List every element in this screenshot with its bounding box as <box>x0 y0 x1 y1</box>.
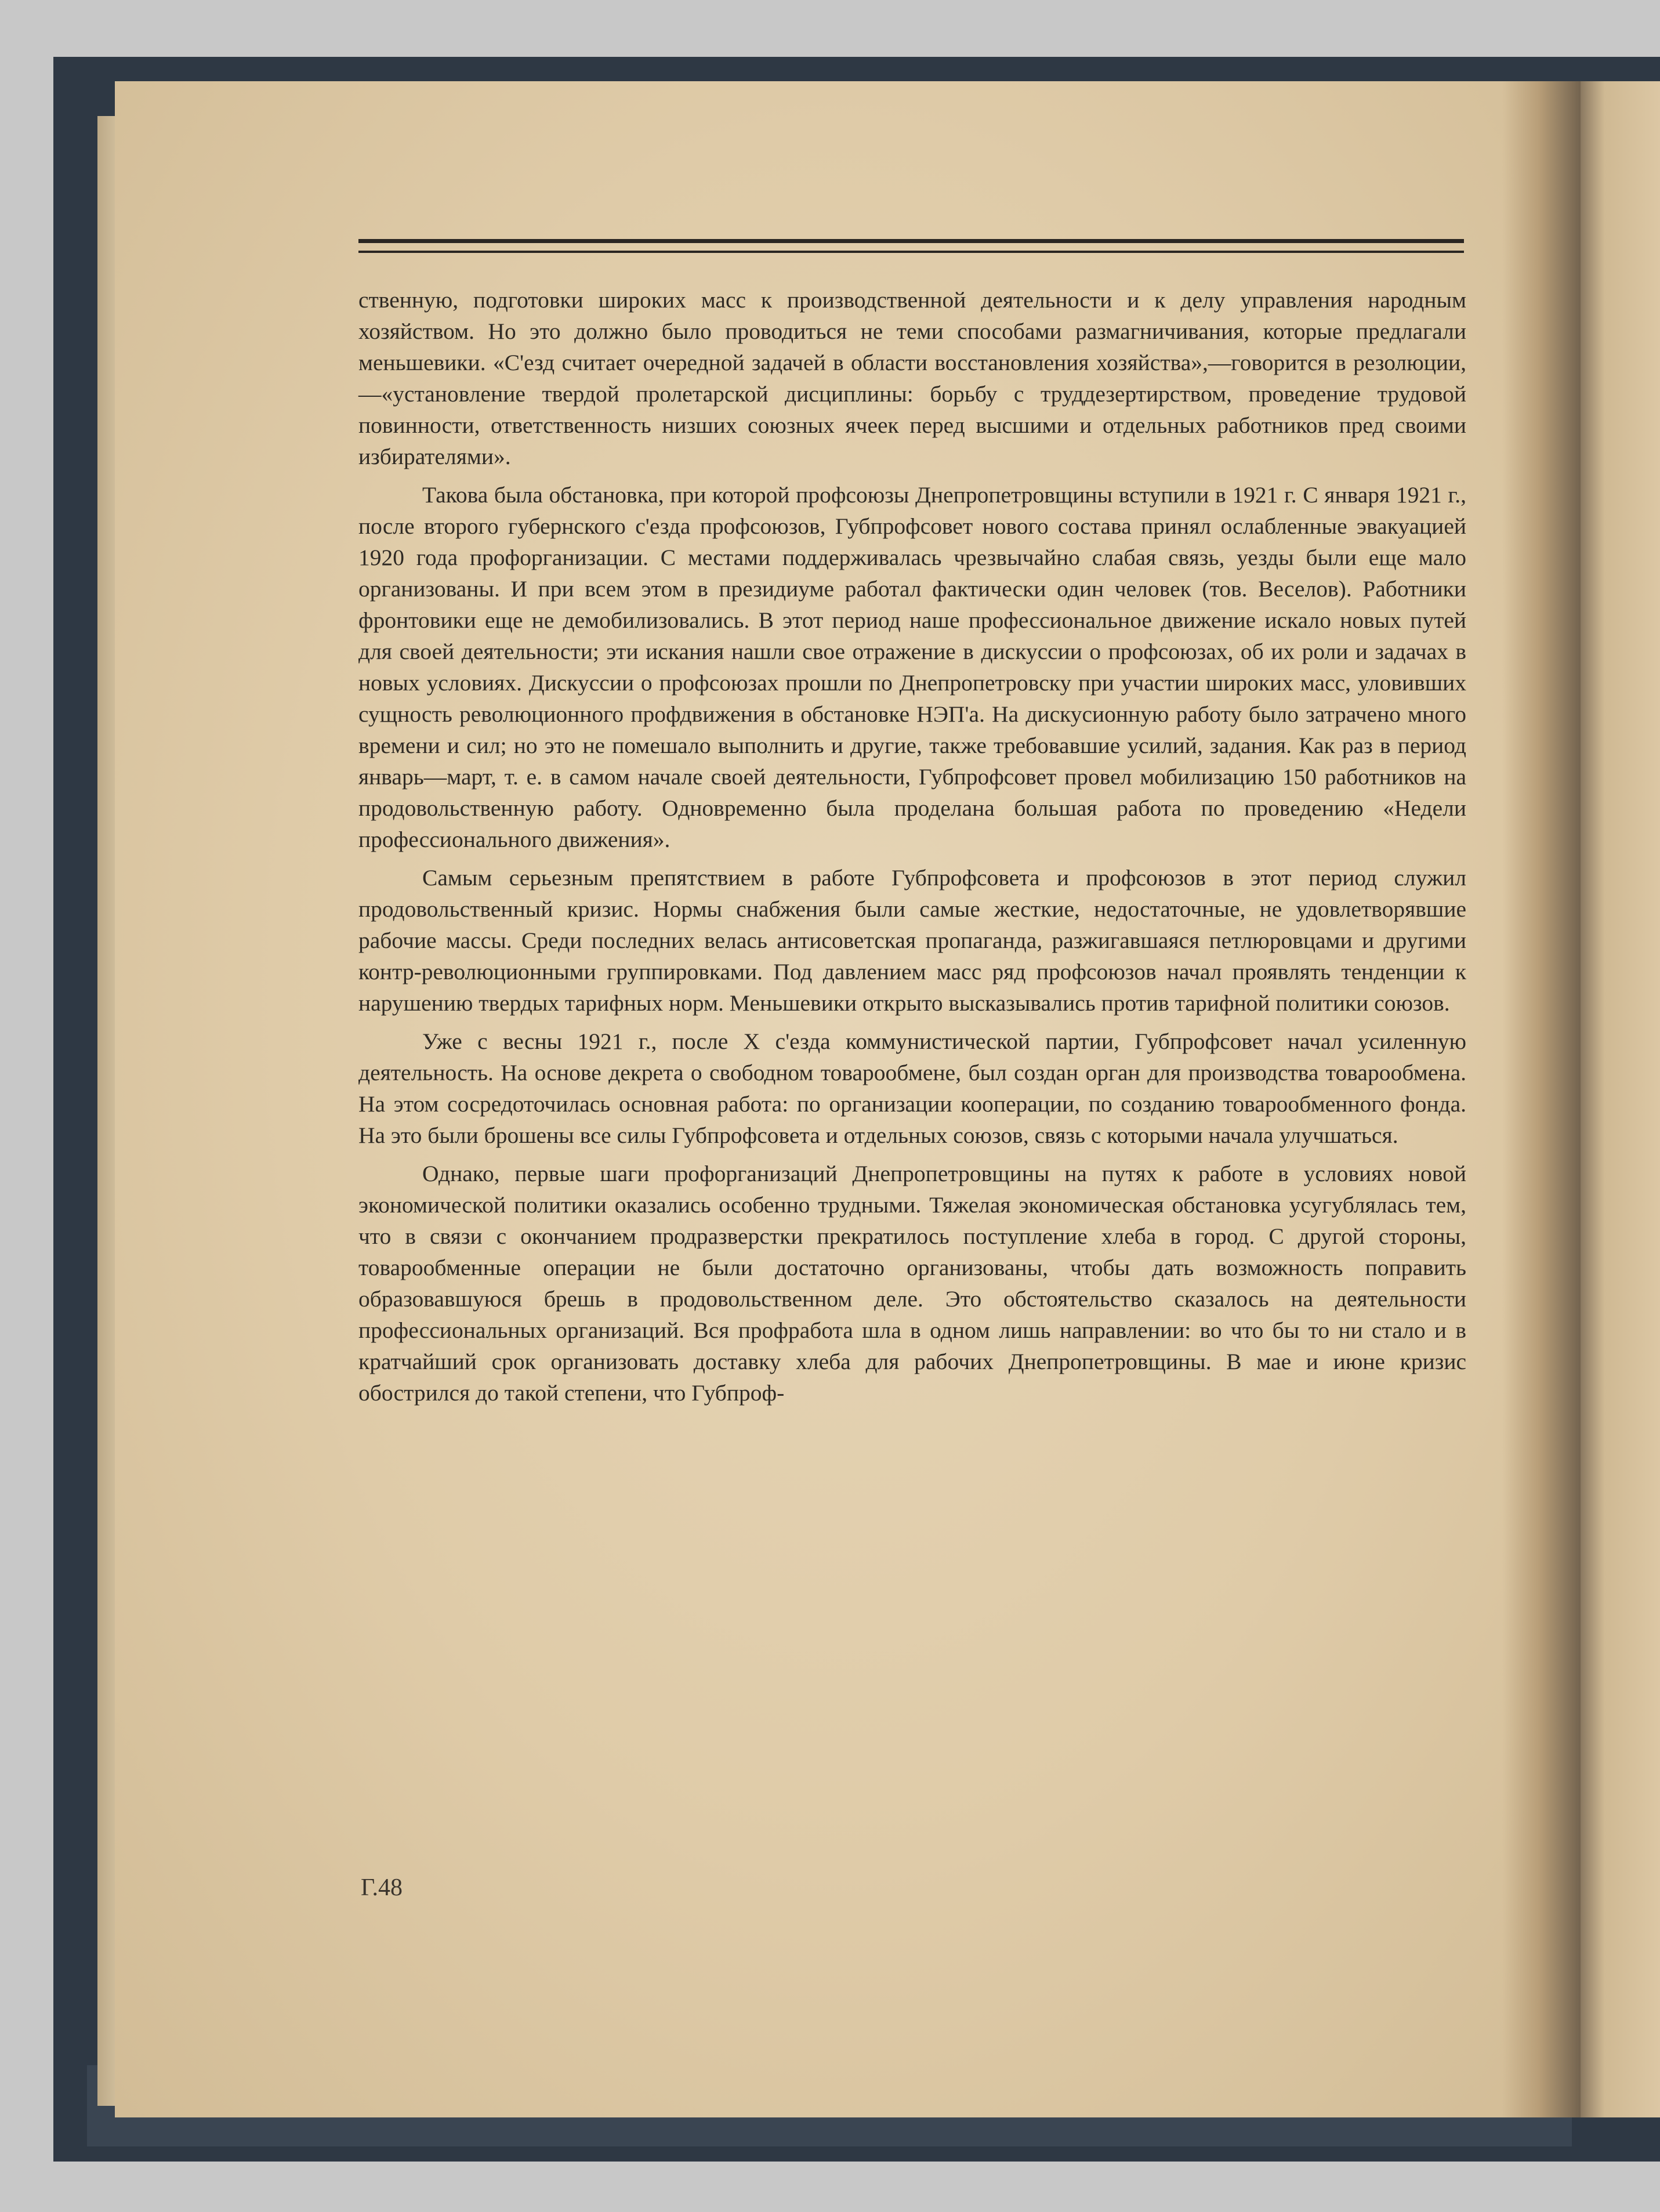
paragraph: Самым серьезным препятствием в работе Губпрофсовета и профсоюзов в этот период служил продовольственный кризис. Нормы снабжения были самые жесткие, недостаточные, не удовлетворявшие рабочие массы. Среди последних велась антисоветская пропаганда, разжигавшаяся петлюровцами и другими контр-революционными группировками. Под давлением масс ряд профсоюзов начал проявлять тенденции к нарушению твердых тарифных норм. Меньшевики открыто высказывались против тарифной политики союзов. <box>358 865 1466 1016</box>
paragraph: ственную, подготовки широких масс к производственной деятельности и к делу управления народным хозяйством. Но это должно было проводиться не теми способами размагничивания, которые предлагали меньшевики. «С'езд считает очередной задачей в области восстановления хозяйства»,—говорится в резолюции,—«установление твердой пролетарской дисциплины: борьбу с труддезертирством, проведение трудовой повинности, ответственность низших союзных ячеек перед высшими и отдельных работников пред своими избирателями». <box>358 287 1466 469</box>
header-rule-thick <box>358 239 1464 243</box>
body-text <box>358 284 1466 1415</box>
paragraph: Такова была обстановка, при которой профсоюзы Днепропетровщины вступили в 1921 г. С января 1921 г., после второго губернского с'езда профсоюзов, Губпрофсовет нового состава принял ослабленные эвакуацией 1920 года профорганизации. С местами поддерживалась чрезвычайно слабая связь, уезды были еще мало организованы. И при всем этом в президиуме работал фактически один человек (тов. Веселов). Работники фронтовики еще не демобилизовались. В этот период наше профессиональное движение искало новых путей для своей деятельности; эти искания нашли свое отражение в дискуссии о профсоюзах, об их роли и задачах в новых условиях. Дискуссии о профсоюзах прошли по Днепропетровску при участии широких масс, уловивших сущность революционного профдвижения в обстановке НЭП'а. На дискусионную работу было затрачено много времени и сил; но это не помешало выполнить и другие, также требовавшие усилий, задания. Как раз в период январь—март, т. е. в самом начале своей деятельности, Губпрофсовет провел мобилизацию 150 работников на продовольственную работу. Одновременно была проделана большая работа по проведению «Недели профессионального движения». <box>358 482 1466 852</box>
header-rule-thin <box>358 251 1464 253</box>
paragraph: Уже с весны 1921 г., после X с'езда коммунистической партии, Губпрофсовет начал усиленную деятельность. На основе декрета о свободном товарообмене, был создан орган для производства товарообмена. На этом сосредоточилась основная работа: по организации кооперации, по созданию товарообменного фонда. На это были брошены все силы Губпрофсовета и отдельных союзов, связь с которыми начала улучшаться. <box>358 1029 1466 1148</box>
page-number: Г.48 <box>361 1874 403 1901</box>
page-gutter-shadow <box>1502 81 1583 2117</box>
facing-page-edge <box>1581 81 1660 2117</box>
paragraph: Однако, первые шаги профорганизаций Днепропетровщины на путях к работе в условиях новой экономической политики оказались особенно трудными. Тяжелая экономическая обстановка усугублялась тем, что в связи с окончанием продразверстки прекратилось поступление хлеба в город. С другой стороны, товарообменные операции не были достаточно организованы, чтобы дать возможность поправить образовавшуюся брешь в продовольственном деле. Это обстоятельство сказалось на деятельности профессиональных организаций. Вся профработа шла в одном лишь направлении: во что бы то ни стало и в кратчайший срок организовать доставку хлеба для рабочих Днепропетровщины. В мае и июне кризис обострился до такой степени, что Губпроф- <box>358 1161 1466 1406</box>
